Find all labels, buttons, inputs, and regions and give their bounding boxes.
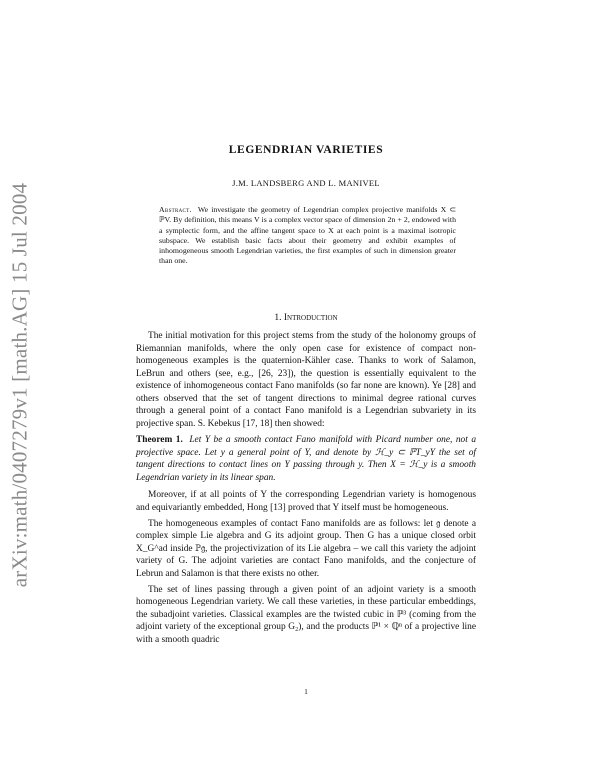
theorem [136, 434, 476, 484]
section-number: 1. [274, 313, 282, 323]
paper-authors: J.M. LANDSBERG AND L. MANIVEL [232, 178, 380, 188]
abstract [159, 205, 456, 267]
abstract-label: Abstract. [159, 205, 192, 214]
abstract-text: We investigate the geometry of Legendrian complex projective manifolds X ⊂ ℙV. By definition, this means V is a complex vector space of dimension 2n + 2, endowed with a symplectic form, and the affine tangent space to X at each point is a maximal isotropic subspace. We establish basic facts about their geometry and exhibit examples of inhomogeneous smooth Legendrian varieties, the first examples of such in dimension greater than one. [159, 205, 456, 266]
page-number: 1 [304, 687, 308, 696]
section-heading [136, 313, 476, 323]
arxiv-side-stamp [2, 160, 38, 610]
arxiv-identifier: arXiv:math/0407279v1 [math.AG] 15 Jul 2004 [7, 182, 32, 588]
paragraph: The set of lines passing through a given point of an adjoint variety is a smooth homogeneous Legendrian variety. We call these varieties, in these particular embeddings, the subadjoint varieties. Classical examples are the twisted cubic in ℙ³ (coming from the adjoint variety of the exceptional group G₂), and the products ℙ¹ × ℚⁿ of a projective line with a smooth quadric [136, 584, 476, 645]
section-title: Introduction [283, 313, 338, 323]
body-text [136, 330, 476, 650]
paper-title: LEGENDRIAN VARIETIES [228, 144, 384, 156]
theorem-text: Let Y be a smooth contact Fano manifold with Picard number one, not a projective space. Let y a general point of Y, and denote by ℋ_y ⊂ ℙT_yY the set of tangent directions to contact lines on Y passing through y. Then X = ℋ_y is a smooth Legendrian variety in its linear span. [136, 435, 477, 483]
paragraph: Moreover, if at all points of Y the corresponding Legendrian variety is homogenous and equivariantly embedded, Hong [13] proved that Y itself must be homogeneous. [136, 490, 476, 513]
paragraph: The initial motivation for this project stems from the study of the holonomy groups of Riemannian manifolds, where the only open case for existence of compact non-homogeneous examples is the quaternion-Kähler case. Thanks to work of Salamon, LeBrun and others (see, e.g., [26, 23]), the question is essentially equivalent to the existence of inhomogeneous contact Fano manifolds (so far none are known). Ye [28] and others observed that the set of tangent directions to minimal degree rational curves through a general point of a contact Fano manifold is a Legendrian subvariety in its projective span. S. Kebekus [17, 18] then showed: [136, 331, 476, 429]
paragraph: The homogeneous examples of contact Fano manifolds are as follows: let 𝔤 denote a complex simple Lie algebra and G its adjoint group. Then G has a unique closed orbit X_G^ad inside ℙ𝔤, the projectivization of its Lie algebra – we call this variety the adjoint variety of G. The adjoint varieties are contact Fano manifolds, and the conjecture of Lebrun and Salamon is that there exists no other. [136, 518, 476, 579]
theorem-label: Theorem 1. [136, 435, 183, 445]
paper-page [136, 0, 476, 776]
